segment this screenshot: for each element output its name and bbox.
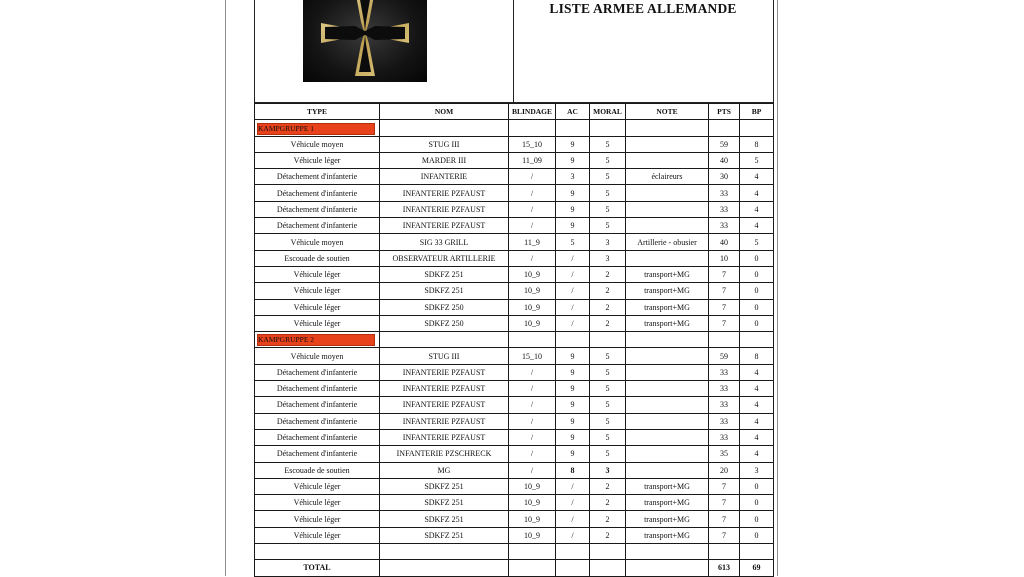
cell-type: Détachement d'infanterie: [255, 364, 380, 380]
cell-type: Véhicule léger: [255, 152, 380, 168]
group-label-cell: [255, 332, 380, 348]
cell-ac: 8: [556, 462, 590, 478]
cell-type: Véhicule léger: [255, 283, 380, 299]
cell-note: [626, 397, 709, 413]
cell-blindage: 10_9: [509, 495, 556, 511]
cell-pts: 33: [709, 218, 740, 234]
cell-pts: 40: [709, 234, 740, 250]
cell-moral: 2: [590, 478, 626, 494]
cell-pts: 33: [709, 413, 740, 429]
cell-note: [626, 364, 709, 380]
table-row: [255, 397, 774, 413]
empty-cell: [556, 120, 590, 136]
table-row: [255, 185, 774, 201]
column-header-type: TYPE: [255, 104, 380, 120]
cell-pts: 7: [709, 266, 740, 282]
cell-bp: 4: [740, 364, 774, 380]
cell-note: transport+MG: [626, 315, 709, 331]
table-row: [255, 315, 774, 331]
cell-ac: 3: [556, 169, 590, 185]
cell-note: [626, 381, 709, 397]
cell-nom: SDKFZ 251: [380, 511, 509, 527]
cell-moral: 2: [590, 266, 626, 282]
cell-ac: 9: [556, 364, 590, 380]
column-header-ac: AC: [556, 104, 590, 120]
cell-note: transport+MG: [626, 527, 709, 543]
cell-bp: 0: [740, 495, 774, 511]
cell-blindage: 15_10: [509, 136, 556, 152]
cell-type: Véhicule léger: [255, 511, 380, 527]
cell-type: Véhicule moyen: [255, 348, 380, 364]
cell-note: éclaireurs: [626, 169, 709, 185]
cell-pts: 7: [709, 315, 740, 331]
empty-cell: [556, 560, 590, 576]
cell-bp: 5: [740, 234, 774, 250]
cell-nom: SDKFZ 251: [380, 283, 509, 299]
cell-pts: 40: [709, 152, 740, 168]
cell-type: Véhicule léger: [255, 315, 380, 331]
empty-cell: [740, 120, 774, 136]
empty-cell: [590, 332, 626, 348]
empty-cell: [380, 544, 509, 560]
empty-cell: [709, 120, 740, 136]
cell-blindage: /: [509, 364, 556, 380]
cell-ac: 9: [556, 397, 590, 413]
cell-bp: 0: [740, 478, 774, 494]
cell-moral: 3: [590, 250, 626, 266]
cell-bp: 0: [740, 315, 774, 331]
table-row: [255, 364, 774, 380]
empty-cell: [556, 544, 590, 560]
cell-nom: INFANTERIE PZFAUST: [380, 381, 509, 397]
cell-note: transport+MG: [626, 495, 709, 511]
cell-nom: SDKFZ 251: [380, 495, 509, 511]
cell-note: [626, 136, 709, 152]
cell-pts: 7: [709, 511, 740, 527]
cell-blindage: 10_9: [509, 478, 556, 494]
cell-blindage: 10_9: [509, 299, 556, 315]
cell-bp: 4: [740, 446, 774, 462]
cell-bp: 4: [740, 413, 774, 429]
cell-moral: 2: [590, 283, 626, 299]
cell-ac: 9: [556, 201, 590, 217]
cell-pts: 33: [709, 397, 740, 413]
cell-nom: INFANTERIE: [380, 169, 509, 185]
total-pts: 613: [709, 560, 740, 576]
column-header-bp: BP: [740, 104, 774, 120]
table-row: [255, 136, 774, 152]
table-row: [255, 250, 774, 266]
cell-moral: 3: [590, 234, 626, 250]
cell-type: Détachement d'infanterie: [255, 169, 380, 185]
army-list-table: [254, 103, 774, 577]
cell-type: Véhicule léger: [255, 527, 380, 543]
cell-ac: 9: [556, 136, 590, 152]
table-row: [255, 152, 774, 168]
cell-note: [626, 429, 709, 445]
group-header-row: [255, 120, 774, 136]
cell-pts: 33: [709, 429, 740, 445]
empty-cell: [509, 560, 556, 576]
cell-moral: 5: [590, 364, 626, 380]
cell-ac: /: [556, 511, 590, 527]
table-row: [255, 381, 774, 397]
table-row: [255, 218, 774, 234]
cell-moral: 3: [590, 462, 626, 478]
document-page: [225, 0, 778, 576]
cell-nom: INFANTERIE PZSCHRECK: [380, 446, 509, 462]
column-header-pts: PTS: [709, 104, 740, 120]
empty-cell: [255, 544, 380, 560]
cell-note: transport+MG: [626, 283, 709, 299]
cell-pts: 59: [709, 136, 740, 152]
cell-pts: 33: [709, 201, 740, 217]
cell-nom: OBSERVATEUR ARTILLERIE: [380, 250, 509, 266]
cell-ac: 9: [556, 152, 590, 168]
empty-cell: [626, 560, 709, 576]
total-row: [255, 560, 774, 576]
table-row: [255, 446, 774, 462]
cell-note: transport+MG: [626, 511, 709, 527]
cell-bp: 4: [740, 169, 774, 185]
cell-pts: 33: [709, 364, 740, 380]
cell-bp: 4: [740, 397, 774, 413]
empty-cell: [380, 120, 509, 136]
cell-ac: /: [556, 527, 590, 543]
empty-cell: [509, 120, 556, 136]
empty-cell: [626, 332, 709, 348]
cell-note: transport+MG: [626, 478, 709, 494]
table-row: [255, 348, 774, 364]
cell-ac: 9: [556, 413, 590, 429]
cell-nom: INFANTERIE PZFAUST: [380, 413, 509, 429]
cell-type: Détachement d'infanterie: [255, 413, 380, 429]
cell-nom: SIG 33 GRILL: [380, 234, 509, 250]
cell-note: transport+MG: [626, 266, 709, 282]
cell-ac: /: [556, 283, 590, 299]
cell-nom: SDKFZ 250: [380, 299, 509, 315]
cell-nom: SDKFZ 251: [380, 527, 509, 543]
cell-blindage: /: [509, 446, 556, 462]
empty-cell: [380, 332, 509, 348]
cell-blindage: /: [509, 429, 556, 445]
empty-cell: [740, 332, 774, 348]
cell-blindage: /: [509, 250, 556, 266]
cell-moral: 5: [590, 397, 626, 413]
cell-nom: SDKFZ 251: [380, 478, 509, 494]
empty-cell: [740, 544, 774, 560]
iron-cross-icon: [303, 0, 427, 82]
cell-moral: 5: [590, 136, 626, 152]
cell-bp: 0: [740, 299, 774, 315]
cell-moral: 5: [590, 201, 626, 217]
empty-cell: [380, 560, 509, 576]
cell-nom: INFANTERIE PZFAUST: [380, 201, 509, 217]
cell-bp: 4: [740, 381, 774, 397]
cell-nom: MARDER III: [380, 152, 509, 168]
cell-type: Escouade de soutien: [255, 462, 380, 478]
cell-bp: 4: [740, 201, 774, 217]
cell-nom: INFANTERIE PZFAUST: [380, 364, 509, 380]
cell-nom: SDKFZ 250: [380, 315, 509, 331]
table-row: [255, 511, 774, 527]
cell-pts: 7: [709, 299, 740, 315]
cell-nom: SDKFZ 251: [380, 266, 509, 282]
empty-cell: [509, 544, 556, 560]
table-row: [255, 169, 774, 185]
cell-note: [626, 152, 709, 168]
cell-bp: 0: [740, 511, 774, 527]
cell-bp: 5: [740, 152, 774, 168]
cell-moral: 2: [590, 495, 626, 511]
cell-blindage: /: [509, 413, 556, 429]
table-row: [255, 429, 774, 445]
cell-moral: 5: [590, 413, 626, 429]
table-row: [255, 299, 774, 315]
table-row: [255, 527, 774, 543]
cell-ac: 9: [556, 348, 590, 364]
cell-type: Véhicule léger: [255, 299, 380, 315]
cell-bp: 4: [740, 218, 774, 234]
cell-blindage: 10_9: [509, 527, 556, 543]
empty-cell: [509, 332, 556, 348]
cell-note: [626, 413, 709, 429]
cell-blindage: 10_9: [509, 315, 556, 331]
cell-pts: 33: [709, 381, 740, 397]
cell-blindage: 10_9: [509, 266, 556, 282]
cell-ac: 5: [556, 234, 590, 250]
cell-type: Détachement d'infanterie: [255, 218, 380, 234]
cell-note: [626, 348, 709, 364]
cell-bp: 8: [740, 136, 774, 152]
cell-note: [626, 218, 709, 234]
cell-moral: 5: [590, 381, 626, 397]
empty-cell: [590, 544, 626, 560]
cell-ac: /: [556, 495, 590, 511]
cell-ac: 9: [556, 446, 590, 462]
document-header: [254, 0, 774, 104]
table-row: [255, 462, 774, 478]
cell-nom: STUG III: [380, 136, 509, 152]
cell-bp: 8: [740, 348, 774, 364]
cell-note: transport+MG: [626, 299, 709, 315]
cell-type: Véhicule léger: [255, 478, 380, 494]
cell-bp: 4: [740, 185, 774, 201]
cell-note: [626, 201, 709, 217]
cell-type: Escouade de soutien: [255, 250, 380, 266]
cell-moral: 5: [590, 348, 626, 364]
cell-blindage: 10_9: [509, 283, 556, 299]
total-label: TOTAL: [255, 560, 380, 576]
cell-ac: 9: [556, 381, 590, 397]
cell-moral: 5: [590, 429, 626, 445]
cell-nom: INFANTERIE PZFAUST: [380, 397, 509, 413]
cell-moral: 5: [590, 169, 626, 185]
cell-type: Véhicule léger: [255, 266, 380, 282]
table-row: [255, 283, 774, 299]
logo-box: [255, 0, 514, 102]
empty-cell: [626, 544, 709, 560]
cell-type: Véhicule moyen: [255, 136, 380, 152]
cell-type: Véhicule léger: [255, 495, 380, 511]
cell-nom: MG: [380, 462, 509, 478]
empty-cell: [590, 560, 626, 576]
cell-pts: 10: [709, 250, 740, 266]
cell-note: [626, 250, 709, 266]
empty-cell: [626, 120, 709, 136]
cell-blindage: /: [509, 169, 556, 185]
cell-moral: 2: [590, 299, 626, 315]
column-header-blindage: BLINDAGE: [509, 104, 556, 120]
cell-moral: 5: [590, 446, 626, 462]
cell-type: Véhicule moyen: [255, 234, 380, 250]
table-row: [255, 413, 774, 429]
spacer-row: [255, 544, 774, 560]
cell-moral: 5: [590, 185, 626, 201]
cell-ac: /: [556, 299, 590, 315]
cell-pts: 7: [709, 495, 740, 511]
cell-blindage: /: [509, 185, 556, 201]
cell-bp: 0: [740, 250, 774, 266]
table-row: [255, 234, 774, 250]
cell-blindage: /: [509, 381, 556, 397]
cell-blindage: 15_10: [509, 348, 556, 364]
cell-note: [626, 462, 709, 478]
column-header-note: NOTE: [626, 104, 709, 120]
cell-type: Détachement d'infanterie: [255, 429, 380, 445]
cell-bp: 0: [740, 283, 774, 299]
cell-ac: 9: [556, 429, 590, 445]
cell-ac: 9: [556, 185, 590, 201]
cell-note: [626, 446, 709, 462]
cell-moral: 5: [590, 218, 626, 234]
group-badge: KAMPGRUPPE 2: [257, 334, 375, 346]
cell-nom: INFANTERIE PZFAUST: [380, 429, 509, 445]
cell-ac: /: [556, 266, 590, 282]
empty-cell: [590, 120, 626, 136]
cell-type: Détachement d'infanterie: [255, 185, 380, 201]
column-header-nom: NOM: [380, 104, 509, 120]
cell-blindage: /: [509, 218, 556, 234]
cell-type: Détachement d'infanterie: [255, 381, 380, 397]
cell-pts: 59: [709, 348, 740, 364]
cell-type: Détachement d'infanterie: [255, 397, 380, 413]
table-header-row: [255, 104, 774, 120]
empty-cell: [709, 332, 740, 348]
cell-type: Détachement d'infanterie: [255, 201, 380, 217]
table-row: [255, 495, 774, 511]
cell-pts: 20: [709, 462, 740, 478]
cell-note: [626, 185, 709, 201]
table-body: [255, 120, 774, 576]
group-badge: KAMPGRUPPE 1: [257, 123, 375, 135]
cell-note: Artillerie - obusier: [626, 234, 709, 250]
cell-blindage: /: [509, 397, 556, 413]
group-label-cell: [255, 120, 380, 136]
table-row: [255, 478, 774, 494]
cell-bp: 4: [740, 429, 774, 445]
empty-cell: [709, 544, 740, 560]
group-header-row: [255, 332, 774, 348]
table-row: [255, 266, 774, 282]
column-header-moral: MORAL: [590, 104, 626, 120]
cell-nom: INFANTERIE PZFAUST: [380, 185, 509, 201]
cell-blindage: 11_9: [509, 234, 556, 250]
cell-nom: STUG III: [380, 348, 509, 364]
cell-type: Détachement d'infanterie: [255, 446, 380, 462]
cell-bp: 3: [740, 462, 774, 478]
cell-moral: 5: [590, 152, 626, 168]
cell-blindage: 10_9: [509, 511, 556, 527]
cell-pts: 35: [709, 446, 740, 462]
cell-moral: 2: [590, 511, 626, 527]
cell-ac: /: [556, 478, 590, 494]
cell-bp: 0: [740, 527, 774, 543]
cell-ac: /: [556, 250, 590, 266]
cell-ac: 9: [556, 218, 590, 234]
cell-moral: 2: [590, 315, 626, 331]
cell-moral: 2: [590, 527, 626, 543]
cell-pts: 7: [709, 283, 740, 299]
table-row: [255, 201, 774, 217]
cell-pts: 7: [709, 478, 740, 494]
cell-blindage: /: [509, 462, 556, 478]
cell-pts: 30: [709, 169, 740, 185]
cell-pts: 7: [709, 527, 740, 543]
cell-ac: /: [556, 315, 590, 331]
total-bp: 69: [740, 560, 774, 576]
cell-nom: INFANTERIE PZFAUST: [380, 218, 509, 234]
cell-blindage: 11_09: [509, 152, 556, 168]
cell-bp: 0: [740, 266, 774, 282]
cell-blindage: /: [509, 201, 556, 217]
empty-cell: [556, 332, 590, 348]
page-title: LISTE ARMEE ALLEMANDE: [549, 1, 737, 16]
cell-pts: 33: [709, 185, 740, 201]
